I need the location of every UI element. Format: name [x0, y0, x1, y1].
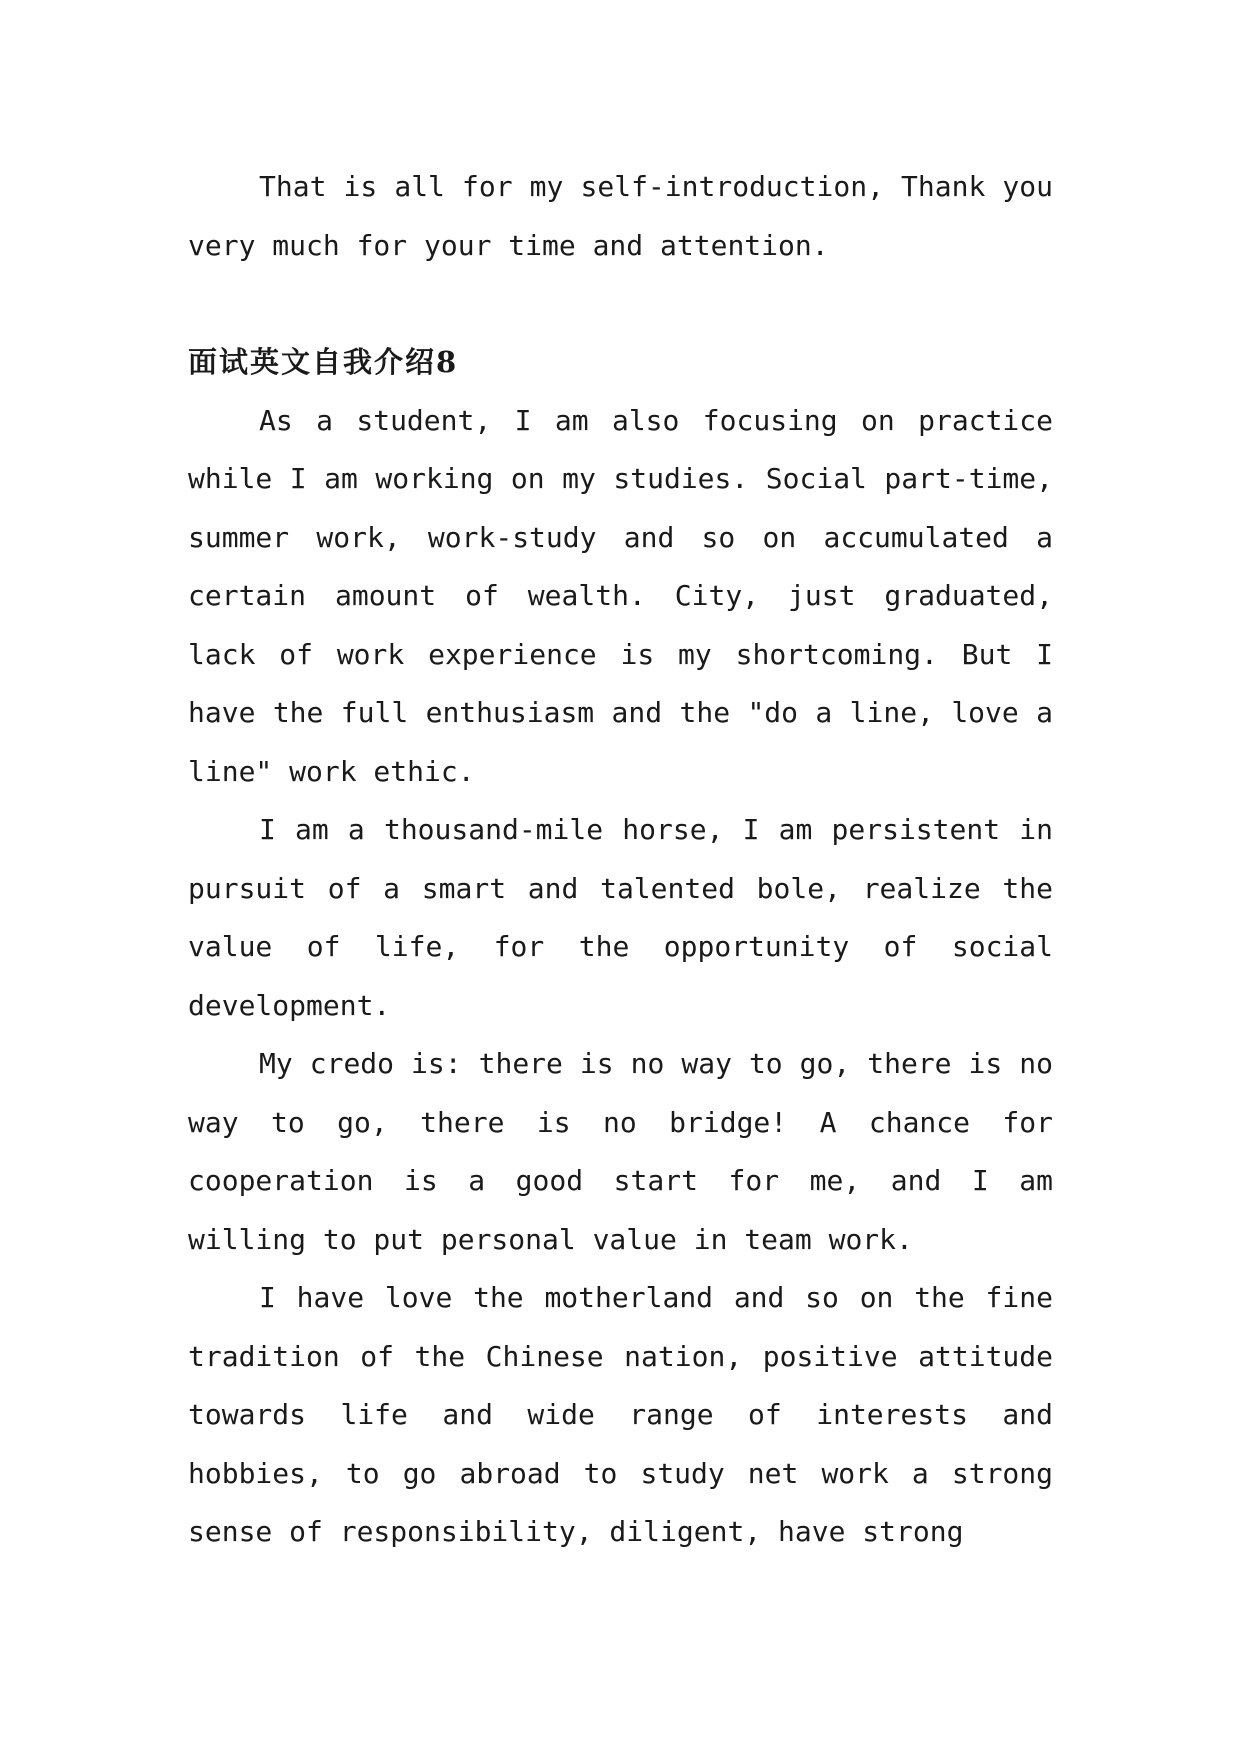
closing-paragraph: That is all for my self-introduction, Thank you very much for your time and attention. [188, 170, 1053, 262]
body-paragraph: As a student, I am also focusing on practice while I am working on my studies. Social part-time, summer work, work-study and so on accumulated a certain amount of wealth. City, just graduated, lack of work experience is my shortcoming. But I have the full enthusiasm and the "do a line, love a line" work ethic. [188, 403, 1053, 788]
section-heading: 面试英文自我介绍8 [188, 345, 459, 379]
document-page [188, 158, 1053, 1562]
body-paragraph: I am a thousand-mile horse, I am persistent in pursuit of a smart and talented bole, realize the value of life, for the opportunity of social development. [188, 813, 1053, 1022]
body-paragraph: I have love the motherland and so on the fine tradition of the Chinese nation, positive attitude towards life and wide range of interests and hobbies, to go abroad to study net work a strong sense of responsibility, diligent, have strong [188, 1281, 1053, 1548]
body-paragraph: My credo is: there is no way to go, there is no way to go, there is no bridge! A chance for cooperation is a good start for me, and I am willing to put personal value in team work. [188, 1047, 1053, 1256]
